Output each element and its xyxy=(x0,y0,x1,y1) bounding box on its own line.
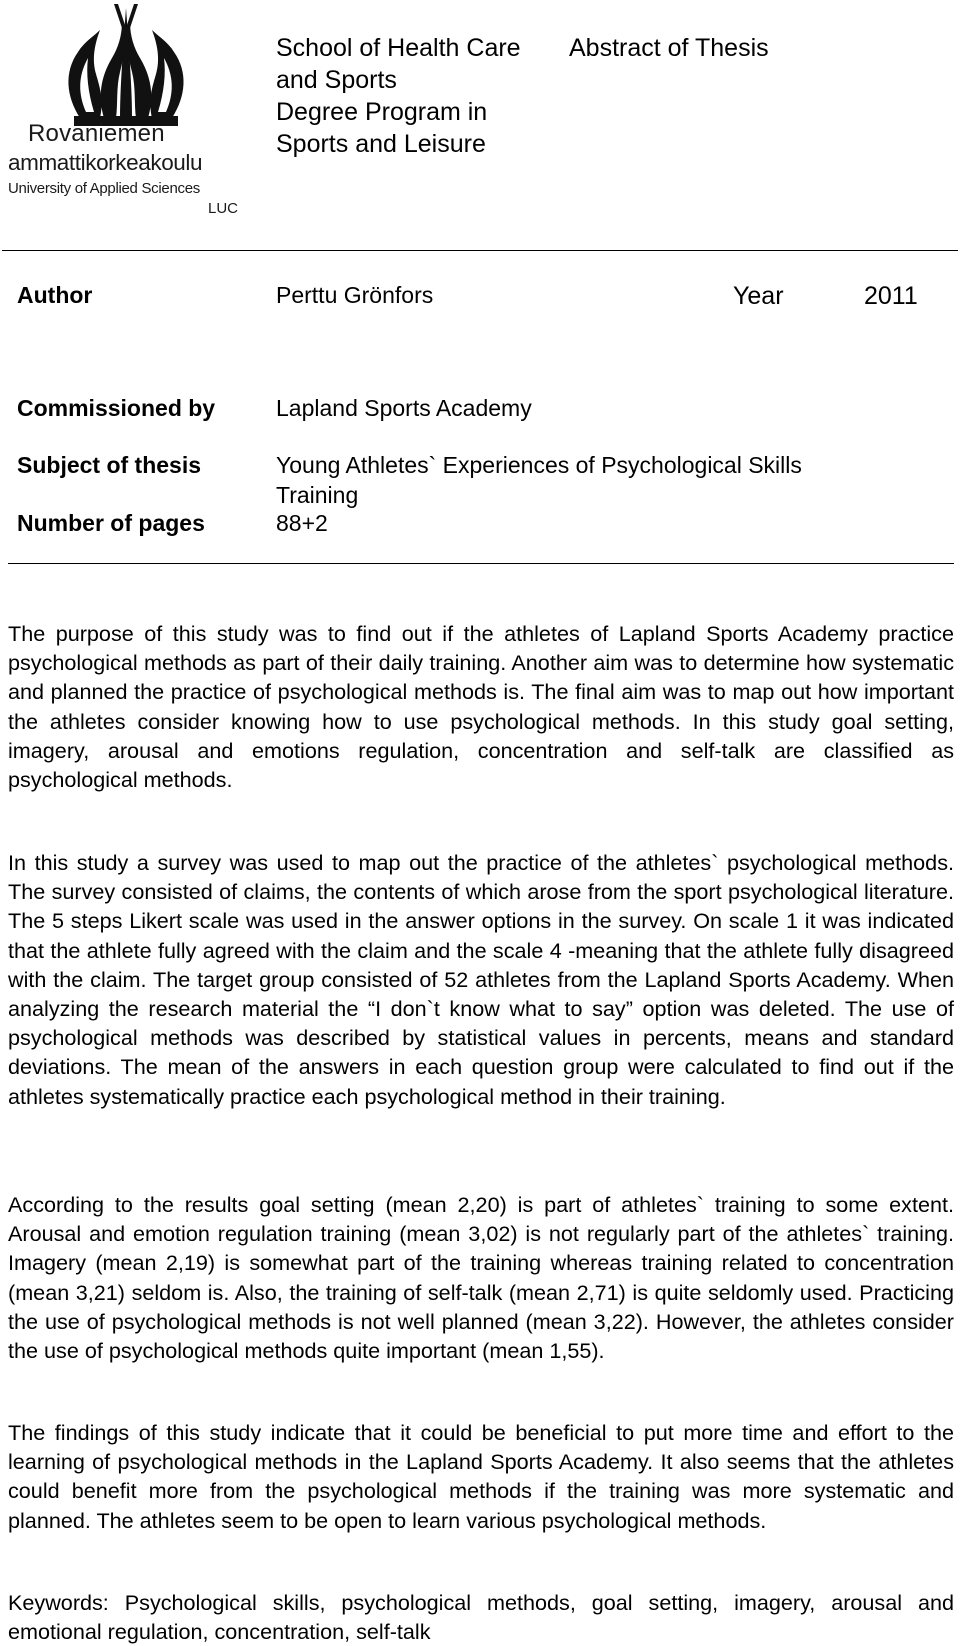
pages-value: 88+2 xyxy=(276,510,328,536)
logo-line-1: Rovaniemen xyxy=(28,120,165,147)
author-label: Author xyxy=(17,282,93,308)
meta-divider xyxy=(8,563,954,564)
school-line-1: School of Health Care xyxy=(276,34,521,62)
document-type: Abstract of Thesis xyxy=(569,34,769,62)
header-divider xyxy=(2,250,958,251)
year-value: 2011 xyxy=(864,282,918,310)
year-label: Year xyxy=(733,282,784,310)
school-program-block xyxy=(276,32,521,160)
logo-line-3: University of Applied Sciences xyxy=(8,180,200,197)
abstract-paragraph-results: According to the results goal setting (mean 2,20) is part of athletes` training to some extent. Arousal and emotion regulation training (mean 3,02) is not regularly part of the athletes` training. Imagery (mean 2,19) is somewhat part of the training whereas training related to concentration (mean 3,21) seldom is. Also, the training of self-talk (mean 2,71) is quite seldomly used. Practicing the use of psychological methods is not well planned (mean 3,22). However, the athletes consider the use of psychological methods quite important (mean 1,55). xyxy=(8,1192,954,1364)
subject-value-line-1: Young Athletes` Experiences of Psychological Skills xyxy=(276,452,802,478)
keywords: Keywords: Psychological skills, psychological methods, goal setting, imagery, arousal and emotional regulation, concentration, self-talk xyxy=(8,1590,954,1645)
abstract-paragraph-conclusions: The findings of this study indicate that it could be beneficial to put more time and effort to the learning of psychological methods in the Lapland Sports Academy. It also seems that the athletes could benefit more from the psychological methods if the training was more systematic and planned. The athletes seem to be open to learn various psychological methods. xyxy=(8,1420,954,1533)
school-line-2: and Sports xyxy=(276,66,397,94)
commissioned-label: Commissioned by xyxy=(17,395,216,421)
author-value: Perttu Grönfors xyxy=(276,282,434,308)
commissioned-value: Lapland Sports Academy xyxy=(276,395,532,421)
program-line-1: Degree Program in xyxy=(276,98,488,126)
subject-value-line-2: Training xyxy=(276,482,359,508)
abstract-paragraph-purpose: The purpose of this study was to find out if the athletes of Lapland Sports Academy practice psychological methods as part of their daily training. Another aim was to determine how systematic and planned the practice of psychological methods is. The final aim was to map out how important the athletes consider knowing how to use psychological methods. In this study goal setting, imagery, arousal and emotions regulation, concentration and self-talk are classified as psychological methods. xyxy=(8,621,954,793)
program-line-2: Sports and Leisure xyxy=(276,130,486,158)
pages-label: Number of pages xyxy=(17,510,205,536)
logo-line-4: LUC xyxy=(208,200,239,217)
abstract-paragraph-method: In this study a survey was used to map out the practice of the athletes` psychological methods. The survey consisted of claims, the contents of which arose from the sport psychological literature. The 5 steps Likert scale was used in the answer options in the survey. On scale 1 it was indicated that the athlete fully agreed with the claim and the scale 4 -meaning that the athlete fully disagreed with the claim. The target group consisted of 52 athletes from the Lapland Sports Academy. When analyzing the research material the “I don`t know what to say” option was deleted. The use of psychological methods was described by statistical values in percents, means and standard deviations. The mean of the answers in each question group were calculated to find out if the athletes systematically practice each psychological method in their training. xyxy=(8,850,954,1109)
logo-line-2: ammattikorkeakoulu xyxy=(8,150,203,175)
flame-emblem-icon xyxy=(8,0,244,130)
subject-label: Subject of thesis xyxy=(17,452,202,478)
subject-value xyxy=(276,450,802,510)
university-logo xyxy=(8,0,244,226)
